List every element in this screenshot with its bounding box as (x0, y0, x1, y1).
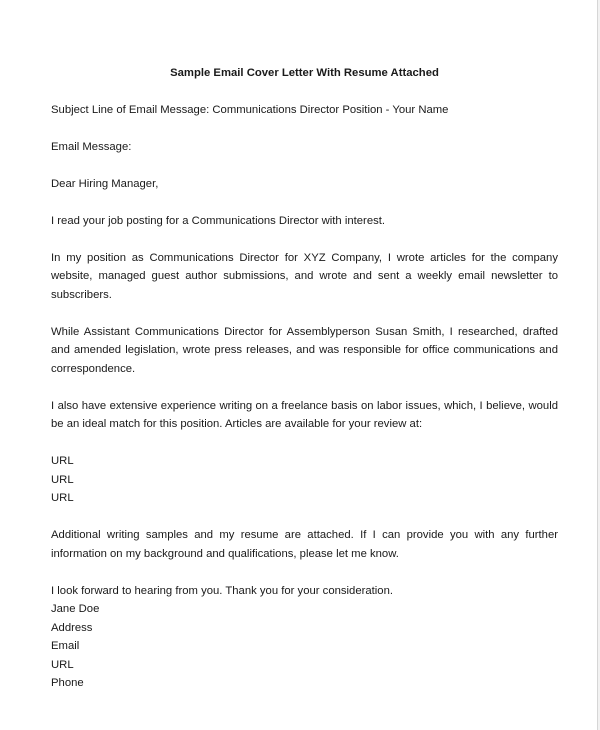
url-item: URL (51, 455, 74, 467)
signature-email: Email (51, 640, 80, 652)
signature-url: URL (51, 658, 74, 671)
url-list (51, 452, 558, 508)
salutation: Dear Hiring Manager, (51, 177, 159, 190)
signature-phone: Phone (51, 677, 84, 689)
signature-name: Jane Doe (51, 603, 100, 615)
closing-line: I look forward to hearing from you. Thank you for your consideration. (51, 584, 394, 597)
paragraph-additional-samples: Additional writing samples and my resume are attached. If I can provide you with any further information on my background and qualifications, please let me know. (51, 529, 558, 560)
subject-line: Subject Line of Email Message: Communications Director Position - Your Name (51, 103, 449, 116)
paragraph-freelance-experience: I also have extensive experience writing on a freelance basis on labor issues, which, I believe, would be an ideal match for this position. Articles are available for your review at: (51, 399, 558, 430)
email-message-label: Email Message: (51, 140, 132, 153)
document-body (51, 64, 558, 711)
paragraph-current-position: In my position as Communications Director for XYZ Company, I wrote articles for the company website, managed guest author submissions, and wrote and sent a weekly email newsletter to subscribers. (51, 251, 558, 301)
url-item: URL (51, 473, 74, 486)
paragraph-previous-position: While Assistant Communications Director for Assemblyperson Susan Smith, I researched, drafted and amended legislation, wrote press releases, and was responsible for office communications and correspondence. (51, 325, 558, 375)
signature-address: Address (51, 621, 93, 634)
closing-block (51, 582, 558, 693)
document-title: Sample Email Cover Letter With Resume Attached (170, 67, 439, 79)
url-item: URL (51, 492, 74, 504)
paragraph-intro: I read your job posting for a Communications Director with interest. (51, 214, 386, 227)
